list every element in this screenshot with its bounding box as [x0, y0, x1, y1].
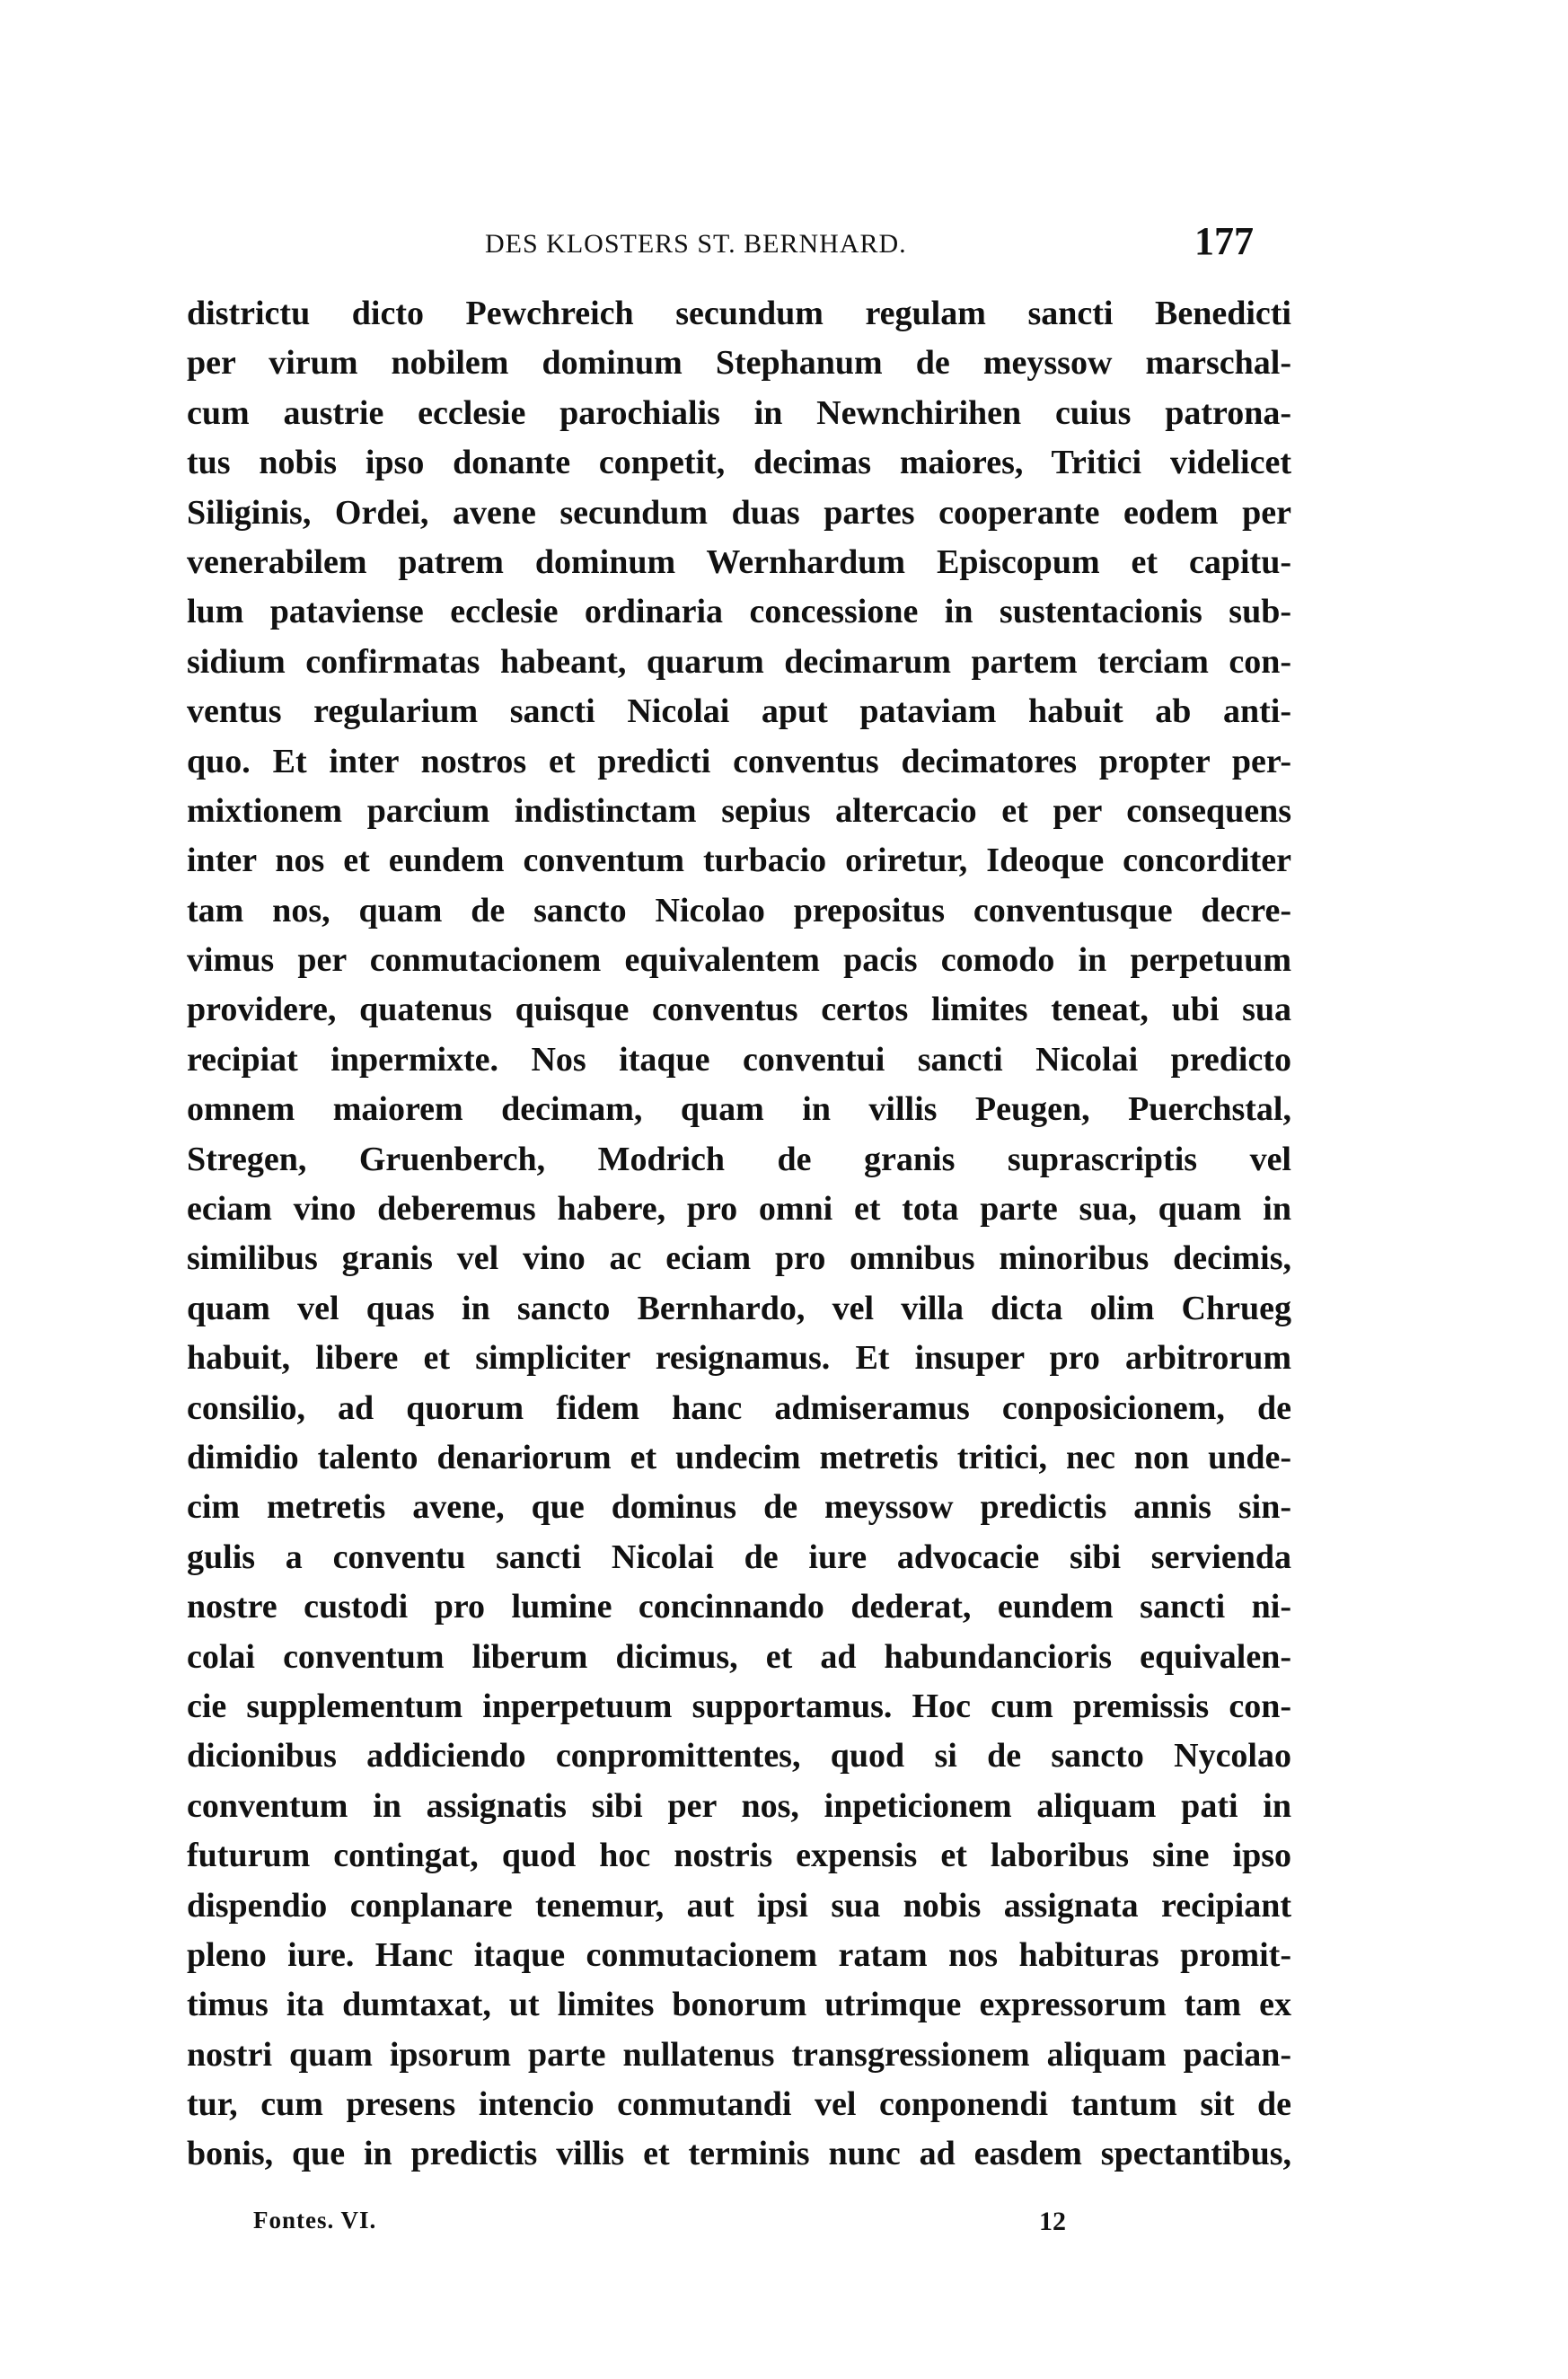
text-line: per virum nobilem dominum Stephanum de meyssow marschal-	[187, 344, 1291, 383]
text-line: districtu dicto Pewchreich secundum regulam sancti Benedicti	[187, 295, 1291, 332]
text-line: omnem maiorem decimam, quam in villis Peugen, Puerchstal,	[187, 1090, 1291, 1129]
signature-mark: Fontes. VI.	[253, 2207, 377, 2234]
text-line: sidium confirmatas habeant, quarum decimarum partem terciam con-	[187, 642, 1291, 681]
text-line: pleno iure. Hanc itaque conmutacionem ratam nos habituras promit-	[187, 1935, 1291, 1974]
running-head: DES KLOSTERS ST. BERNHARD.	[485, 229, 907, 259]
text-line: quo. Et inter nostros et predicti conventus decimatores propter per-	[187, 742, 1291, 780]
text-line: recipiat inpermixte. Nos itaque conventui sancti Nicolai predicto	[187, 1040, 1291, 1079]
text-line: Stregen, Gruenberch, Modrich de granis suprascriptis vel	[187, 1140, 1291, 1178]
text-line: tur, cum presens intencio conmutandi vel conponendi tantum sit de	[187, 2085, 1291, 2124]
text-line: habuit, libere et simpliciter resignamus. Et insuper pro arbitrorum	[187, 1339, 1291, 1378]
text-line: colai conventum liberum dicimus, et ad habundancioris equivalen-	[187, 1637, 1291, 1676]
text-line: eciam vino deberemus habere, pro omni et tota parte sua, quam in	[187, 1190, 1291, 1229]
text-line: cim metretis avene, que dominus de meyssow predictis annis sin-	[187, 1488, 1291, 1527]
text-line: bonis, que in predictis villis et terminis nunc ad easdem spectantibus,	[187, 2135, 1291, 2173]
page-number: 177	[1194, 219, 1254, 263]
body-text	[187, 289, 1291, 2180]
text-line: inter nos et eundem conventum turbacio oriretur, Ideoque concorditer	[187, 841, 1291, 880]
text-line: cie supplementum inperpetuum supportamus. Hoc cum premissis con-	[187, 1687, 1291, 1725]
text-line: nostre custodi pro lumine concinnando dederat, eundem sancti ni-	[187, 1588, 1291, 1626]
text-line: dimidio talento denariorum et undecim metretis tritici, nec non unde-	[187, 1438, 1291, 1476]
text-line: mixtionem parcium indistinctam sepius altercacio et per consequens	[187, 791, 1291, 830]
text-line: futurum contingat, quod hoc nostris expensis et laboribus sine ipso	[187, 1837, 1291, 1875]
text-line: tam nos, quam de sancto Nicolao prepositus conventusque decre-	[187, 891, 1291, 930]
text-line: dispendio conplanare tenemur, aut ipsi sua nobis assignata recipiant	[187, 1886, 1291, 1925]
text-line: Siliginis, Ordei, avene secundum duas partes cooperante eodem per	[187, 493, 1291, 532]
text-line: similibus granis vel vino ac eciam pro omnibus minoribus decimis,	[187, 1239, 1291, 1278]
text-line: conventum in assignatis sibi per nos, inpeticionem aliquam pati in	[187, 1786, 1291, 1825]
text-line: cum austrie ecclesie parochialis in Newnchirihen cuius patrona-	[187, 393, 1291, 432]
text-line: vimus per conmutacionem equivalentem pacis comodo in perpetuum	[187, 941, 1291, 980]
text-line: lum pataviense ecclesie ordinaria concessione in sustentacionis sub-	[187, 593, 1291, 631]
text-line: tus nobis ipso donante conpetit, decimas maiores, Tritici videlicet	[187, 444, 1291, 482]
text-line: nostri quam ipsorum parte nullatenus transgressionem aliquam pacian-	[187, 2035, 1291, 2074]
text-line: dicionibus addiciendo conpromittentes, quod si de sancto Nycolao	[187, 1737, 1291, 1775]
text-line: providere, quatenus quisque conventus certos limites teneat, ubi sua	[187, 991, 1291, 1029]
text-line: ventus regularium sancti Nicolai aput pataviam habuit ab anti-	[187, 692, 1291, 731]
text-line: gulis a conventu sancti Nicolai de iure advocacie sibi servienda	[187, 1538, 1291, 1576]
text-line: venerabilem patrem dominum Wernhardum Episcopum et capitu-	[187, 542, 1291, 581]
text-line: quam vel quas in sancto Bernhardo, vel villa dicta olim Chrueg	[187, 1289, 1291, 1327]
text-line: consilio, ad quorum fidem hanc admiseramus conposicionem, de	[187, 1388, 1291, 1427]
signature-number: 12	[1039, 2207, 1066, 2236]
text-line: timus ita dumtaxat, ut limites bonorum utrimque expressorum tam ex	[187, 1986, 1291, 2024]
